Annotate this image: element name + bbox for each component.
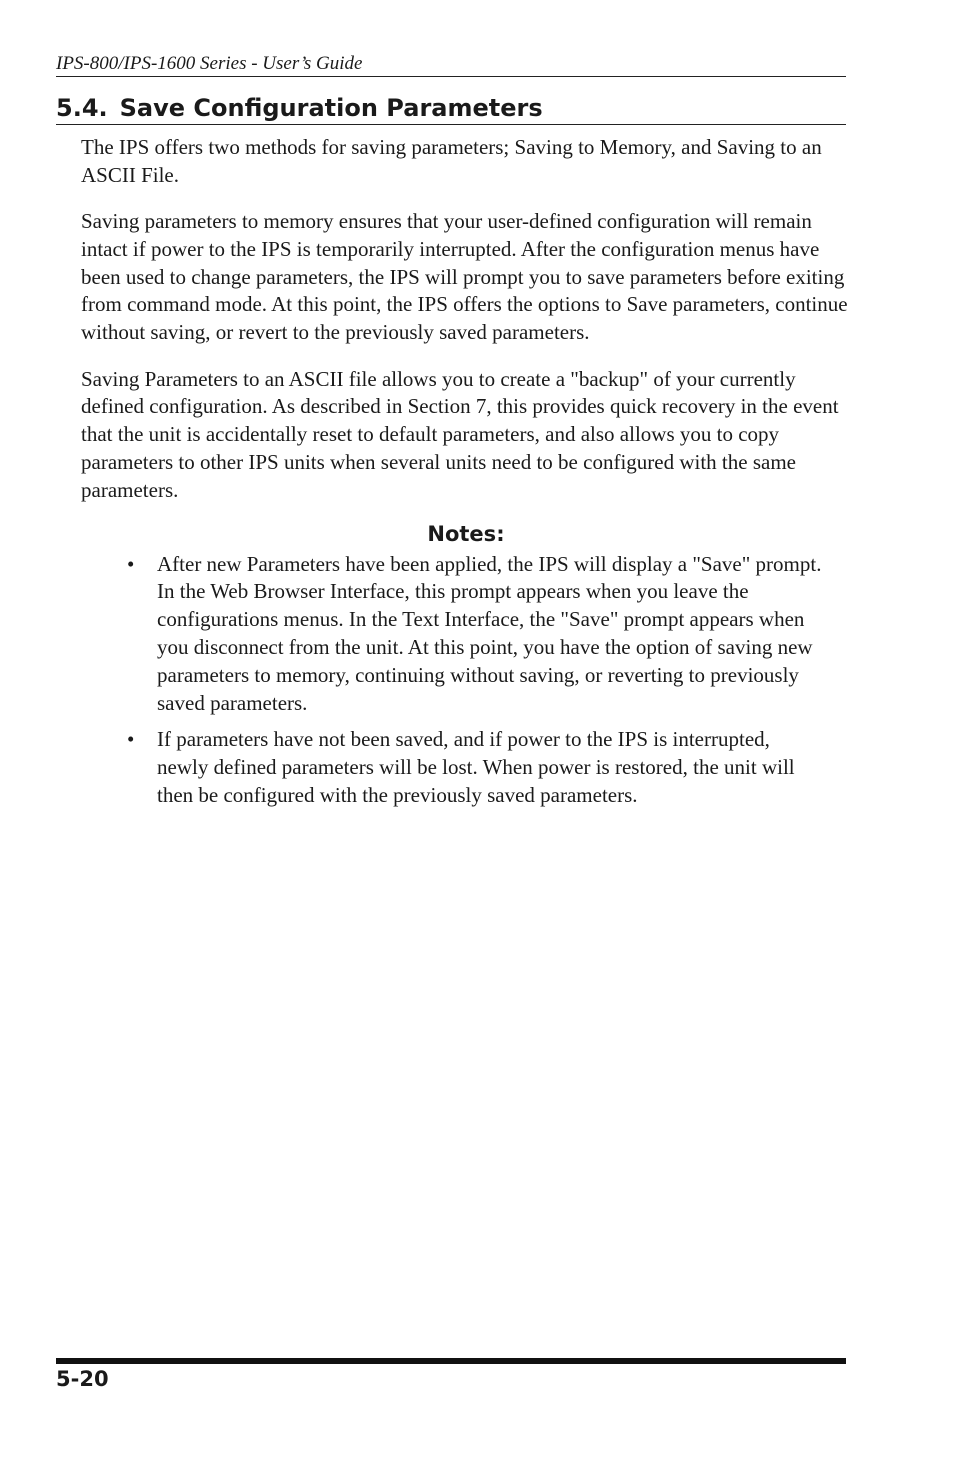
note-text: After new Parameters have been applied, the IPS will display a "Save" prompt. In the Web Browser Interface, this prompt appears when you leave the configurations menus. In the Text Interface, the "Save" prompt appears when you disconnect from the unit. At this point, you have the option of saving new parameters to memory, continuing without saving, or reverting to previously saved parameters. (157, 551, 822, 715)
paragraph-methods: The IPS offers two methods for saving parameters; Saving to Memory, and Saving to an ASCII File. (81, 135, 822, 187)
section-body (81, 134, 851, 819)
list-item (81, 726, 823, 809)
footer-rule (56, 1358, 846, 1364)
section-title (56, 92, 846, 125)
running-header (56, 52, 846, 77)
bullet-icon: • (127, 727, 135, 752)
note-text: If parameters have not been saved, and if power to the IPS is interrupted, newly defined parameters will be lost. When power is restored, the unit will then be configured with the previously saved parameters. (157, 727, 795, 807)
paragraph-saving-to-ascii: Saving Parameters to an ASCII file allows you to create a "backup" of your currently defined configuration. As described in Section 7, this provides quick recovery in the event that the unit is accidentally reset to default parameters, and also allows you to copy parameters to other IPS units when several units need to be configured with the same parameters. (81, 366, 839, 502)
running-header-title: IPS-800/IPS-1600 Series - User’s Guide (56, 53, 363, 74)
section-heading: Save Configuration Parameters (119, 94, 543, 122)
notes-list (81, 551, 851, 810)
bullet-icon: • (127, 551, 135, 576)
paragraph-saving-to-memory: Saving parameters to memory ensures that your user-defined configuration will remain intact if power to the IPS is temporarily interrupted. After the configuration menus have been used to change parameters, the IPS will prompt you to save parameters before exiting from command mode. At this point, the IPS offers the options to Save parameters, continue without saving, or revert to the previously saved parameters. (81, 209, 848, 345)
notes-heading-label: Notes (427, 521, 497, 546)
section-number: 5.4. (56, 94, 108, 122)
list-item (81, 551, 823, 718)
notes-heading (81, 519, 851, 549)
page-number: 5-20 (56, 1367, 109, 1391)
notes-heading-colon: : (496, 521, 505, 546)
